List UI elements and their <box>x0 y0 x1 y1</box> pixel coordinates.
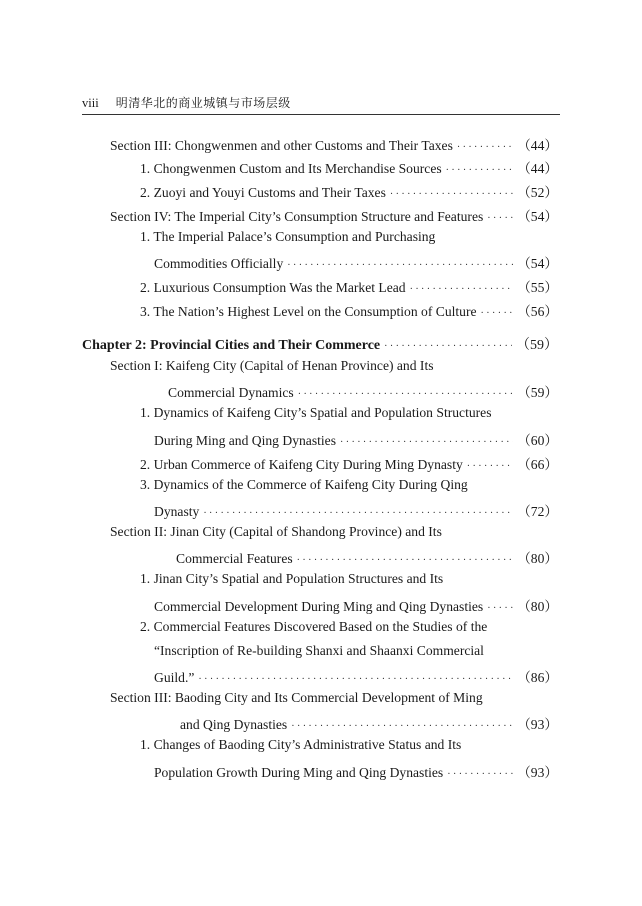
toc-entry[interactable] <box>110 690 483 706</box>
toc-entry[interactable] <box>168 381 558 401</box>
toc-entry[interactable] <box>140 453 558 473</box>
toc-entry-page: （60） <box>517 433 558 448</box>
leader-dots <box>457 142 513 153</box>
toc-entry-text: Dynasty <box>154 504 200 519</box>
leader-dots <box>467 461 513 472</box>
toc-entry-text: 1. Dynamics of Kaifeng City’s Spatial and Population Structures <box>140 405 492 420</box>
header-book-title: 明清华北的商业城镇与市场层级 <box>115 96 291 110</box>
toc-entry-page: （86） <box>517 670 558 685</box>
toc-entry-page: （93） <box>517 717 558 732</box>
toc-entry-text: Section IV: The Imperial City’s Consumption Structure and Features <box>110 209 484 224</box>
toc-entry-text: 2. Zuoyi and Youyi Customs and Their Taxes <box>140 185 386 200</box>
toc-entry[interactable] <box>140 157 558 177</box>
toc-entry[interactable] <box>154 595 558 615</box>
toc-entry-page: （80） <box>517 599 558 614</box>
toc-entry-page: （80） <box>517 551 558 566</box>
toc-entry-page: （52） <box>517 185 558 200</box>
toc-entry-page: （66） <box>517 457 558 472</box>
header-page-number: viii <box>82 96 99 110</box>
toc-entry[interactable] <box>154 666 558 686</box>
toc-entry-page: （93） <box>517 765 558 780</box>
toc-entry[interactable] <box>180 713 558 733</box>
leader-dots <box>447 769 513 780</box>
leader-dots <box>287 260 513 271</box>
toc-entry-text: “Inscription of Re-building Shanxi and Shaanxi Commercial <box>154 643 484 658</box>
leader-dots <box>384 341 512 352</box>
leader-dots <box>446 165 514 176</box>
toc-entry[interactable] <box>110 358 434 374</box>
leader-dots <box>487 603 513 614</box>
toc-entry-text: 2. Commercial Features Discovered Based on the Studies of the <box>140 619 488 634</box>
toc-entry[interactable] <box>140 477 468 493</box>
toc-entry-page: （59） <box>516 338 558 353</box>
leader-dots <box>390 189 513 200</box>
toc-entry[interactable] <box>110 134 558 154</box>
toc-entry-text: Section I: Kaifeng City (Capital of Henan Province) and Its <box>110 358 434 373</box>
toc-entry[interactable] <box>140 276 558 296</box>
toc-entry-page: （59） <box>517 385 558 400</box>
toc-entry[interactable] <box>140 571 443 587</box>
toc-entry-text: Section III: Chongwenmen and other Customs and Their Taxes <box>110 138 453 153</box>
leader-dots <box>298 389 514 400</box>
toc-entry-page: （54） <box>517 209 558 224</box>
toc-entry-text: Commercial Features <box>176 551 293 566</box>
toc-entry-text: Chapter 2: Provincial Cities and Their Commerce <box>82 338 381 353</box>
toc-entry[interactable] <box>154 500 558 520</box>
toc-entry-text: 1. Changes of Baoding City’s Administrative Status and Its <box>140 737 462 752</box>
leader-dots <box>340 437 513 448</box>
toc-entry-text: 3. The Nation’s Highest Level on the Consumption of Culture <box>140 304 477 319</box>
toc-entry-text: and Qing Dynasties <box>180 717 288 732</box>
toc-entry-text: Guild.” <box>154 670 195 685</box>
toc-entry-page: （56） <box>517 304 558 319</box>
toc-entry-page: （72） <box>517 504 558 519</box>
toc-entry-text: Section II: Jinan City (Capital of Shandong Province) and Its <box>110 524 442 539</box>
toc-entry[interactable] <box>140 737 461 753</box>
toc-entry[interactable] <box>176 547 558 567</box>
toc-entry[interactable] <box>140 300 558 320</box>
leader-dots <box>297 555 514 566</box>
toc-entry-text: Commercial Development During Ming and Qing Dynasties <box>154 599 484 614</box>
toc-entry-text: 3. Dynamics of the Commerce of Kaifeng City During Qing <box>140 477 468 492</box>
toc-entry-text: Commodities Officially <box>154 256 284 271</box>
toc-entry[interactable] <box>154 429 558 449</box>
leader-dots <box>487 213 513 224</box>
leader-dots <box>481 308 514 319</box>
toc-entry-text: 2. Luxurious Consumption Was the Market Lead <box>140 280 406 295</box>
toc-entry-text: Commercial Dynamics <box>168 385 294 400</box>
leader-dots <box>203 508 513 519</box>
leader-dots <box>198 674 513 685</box>
toc-entry-page: （44） <box>517 161 558 176</box>
toc-entry-text: 1. The Imperial Palace’s Consumption and Purchasing <box>140 229 436 244</box>
toc-entry-page: （54） <box>517 256 558 271</box>
toc-entry-text: Population Growth During Ming and Qing Dynasties <box>154 765 444 780</box>
running-header <box>82 94 560 115</box>
toc-entry-text: 1. Jinan City’s Spatial and Population Structures and Its <box>140 571 444 586</box>
toc-entry-page: （55） <box>517 280 558 295</box>
toc-entry[interactable] <box>110 524 442 540</box>
leader-dots <box>291 721 513 732</box>
toc-entry-text: 2. Urban Commerce of Kaifeng City During Ming Dynasty <box>140 457 463 472</box>
toc-entry[interactable] <box>154 643 484 659</box>
toc-entry-text: During Ming and Qing Dynasties <box>154 433 336 448</box>
toc-entry[interactable] <box>140 229 435 245</box>
toc-entry[interactable] <box>140 181 558 201</box>
toc-chapter-entry[interactable] <box>82 334 558 354</box>
toc-entry-page: （44） <box>517 138 558 153</box>
toc-entry[interactable] <box>154 252 558 272</box>
toc-entry[interactable] <box>140 619 487 635</box>
toc-entry-text: Section III: Baoding City and Its Commercial Development of Ming <box>110 690 483 705</box>
leader-dots <box>410 284 514 295</box>
toc-entry[interactable] <box>110 205 558 225</box>
toc-entry[interactable] <box>154 761 558 781</box>
toc-entry-text: 1. Chongwenmen Custom and Its Merchandise Sources <box>140 161 442 176</box>
toc-entry[interactable] <box>140 405 492 421</box>
